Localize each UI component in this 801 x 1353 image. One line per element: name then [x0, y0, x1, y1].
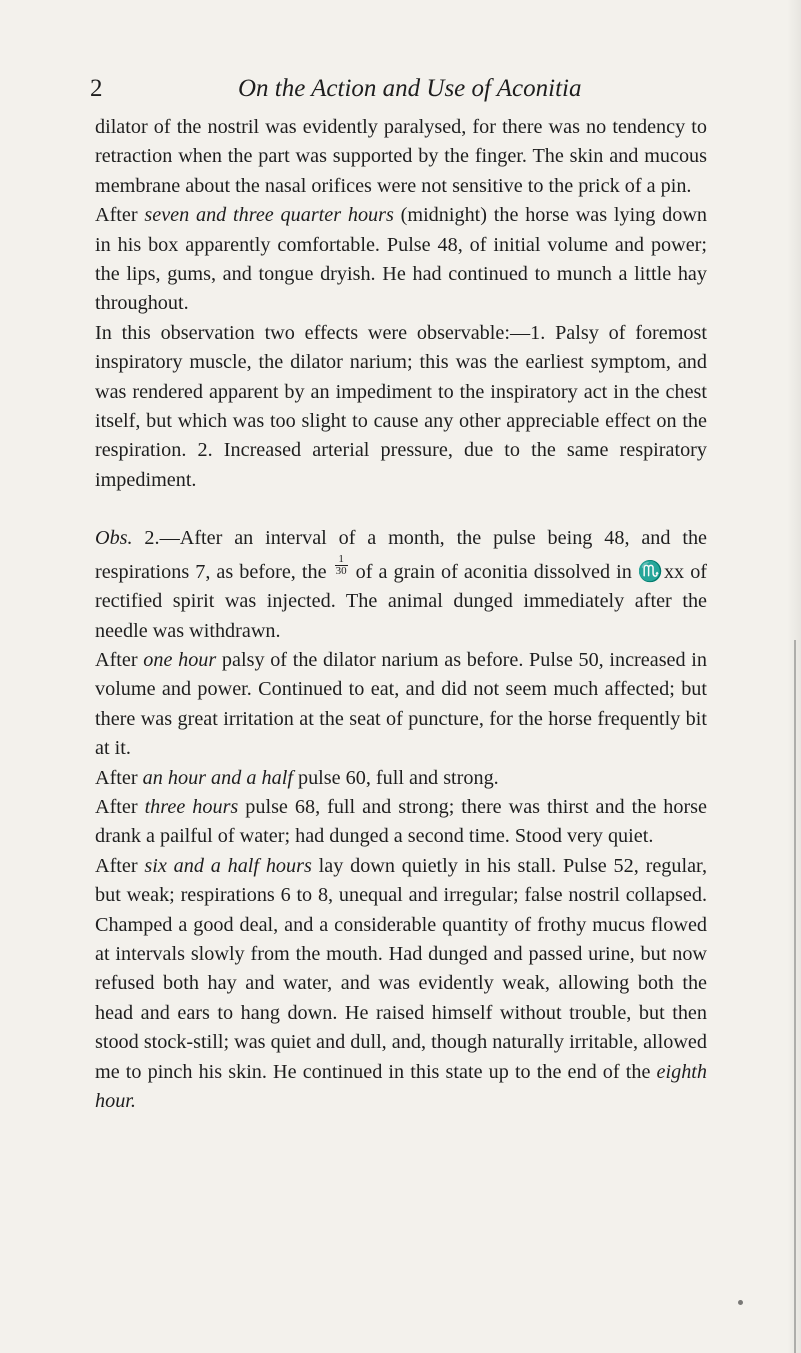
time-phrase-eighth-hour: eighth hour.: [95, 1060, 707, 1112]
dose-fraction: [335, 554, 348, 577]
paragraph-4-mid: of a grain of aconitia dissolved in: [349, 560, 638, 583]
paragraph-5: [95, 646, 707, 764]
dose-fraction-denominator: 30: [335, 564, 347, 577]
body-text: [95, 113, 707, 1116]
paragraph-5-text: palsy of the dilator narium as before. Pulse 50, increased in volume and power. Continued to eat, and did not seem much affected; but there was great irritation at the seat of puncture, for the horse frequently bit at it.: [95, 648, 707, 760]
paragraph-3: [95, 319, 707, 495]
paragraph-2: [95, 201, 707, 319]
paragraph-4-tail: of rectified spirit was injected. The animal dunged immediately after the needle was withdrawn.: [95, 560, 708, 642]
paragraph-7-text: pulse 68, full and strong; there was thirst and the horse drank a pailful of water; had dunged a second time. Stood very quiet.: [95, 795, 707, 848]
dose-fraction-numerator: 1: [335, 554, 348, 566]
paragraph-2-text: (midnight) the horse was lying down in his box apparently comfortable. Pulse 48, of initial volume and power; the lips, gums, and tongue dryish. He had continued to munch a little hay throughout.: [95, 204, 708, 315]
running-title: On the Action and Use of Aconitia: [238, 75, 582, 102]
page-edge-line: [794, 640, 796, 1353]
paragraph-8-text: lay down quietly in his stall. Pulse 52, regular, but weak; respirations 6 to 8, unequal and irregular; false nostril collapsed. Champed a good deal, and a considerable quantity of frothy mucus flowed at intervals slowly from the mouth. Had dunged and passed urine, but now refused both hay and water, and was evidently weak, allowing both the head and ears to hang down. He raised himself without trouble, but then stood stock-still; was quiet and dull, and, though naturally irritable, allowed me to pinch his skin. He continued in this state up to the end of the: [95, 854, 708, 1083]
paragraph-2-lead: After: [95, 204, 145, 227]
minims-symbol: ♏xx: [637, 560, 685, 583]
time-phrase-one-hour: one hour: [143, 648, 217, 671]
section-gap: [95, 495, 707, 524]
paper-speck: [738, 1300, 743, 1305]
paragraph-8: [95, 852, 707, 1117]
time-phrase-three-hours: three hours: [144, 795, 239, 818]
paragraph-3-text: In this observation two effects were observable:—1. Palsy of foremost inspiratory muscle, the dilator narium; this was the earliest symptom, and was rendered apparent by an impediment to the inspiratory act in the chest itself, but which was too slight to cause any other appreciable effect on the respiration. 2. Increased arterial pressure, due to the same respiratory impediment.: [95, 321, 707, 491]
paragraph-6-text: pulse 60, full and strong.: [292, 766, 499, 789]
obs-label: Obs.: [95, 527, 133, 550]
running-head: [0, 72, 801, 106]
paragraph-6: [95, 764, 707, 793]
time-phrase-seven-three-quarter-hours: seven and three quarter hours: [144, 204, 394, 227]
paragraph-7-lead: After: [95, 795, 145, 818]
paragraph-1-text: dilator of the nostril was evidently paralysed, for there was no tendency to retraction when the part was supported by the finger. The skin and mucous membrane about the nasal orifices were not sensitive to the prick of a pin.: [95, 116, 707, 197]
paragraph-7: [95, 793, 707, 852]
paragraph-6-lead: After: [95, 766, 143, 789]
time-phrase-six-and-half-hours: six and a half hours: [144, 854, 312, 877]
paragraph-5-lead: After: [95, 648, 144, 671]
paragraph-4-lead: 2.—After an interval of a month, the pulse being 48, and the respirations 7, as before, the: [95, 527, 707, 583]
paragraph-1: [95, 113, 707, 201]
time-phrase-hour-and-half: an hour and a half: [142, 766, 293, 789]
page-number: 2: [90, 75, 103, 102]
paragraph-4: [95, 524, 707, 646]
paragraph-8-lead: After: [95, 854, 145, 877]
